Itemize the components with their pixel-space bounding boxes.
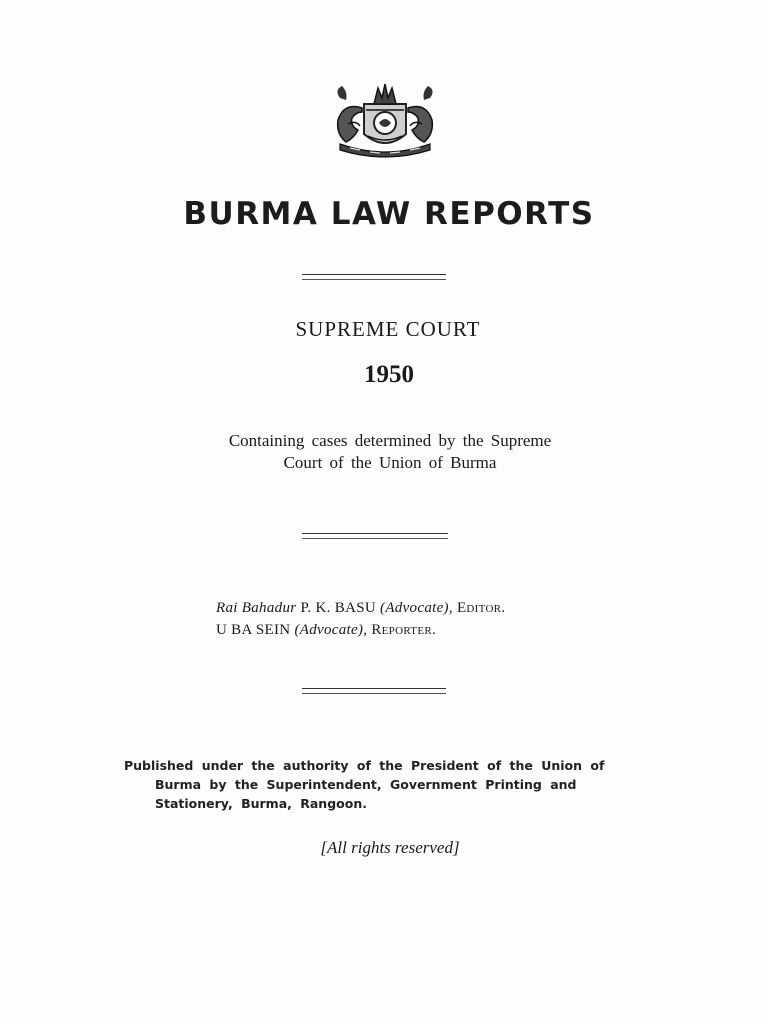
court-name: SUPREME COURT [295,317,481,341]
editor-prefix: Rai Bahadur [216,600,297,616]
report-year: 1950 [364,361,414,388]
publisher-line-2: Burma by the Superintendent, Government Printing and [155,777,577,792]
editor-line [216,597,505,619]
description [0,430,768,474]
rights-notice: [All rights reserved] [320,838,460,857]
description-line-2: Court of the Union of Burma [283,453,497,472]
double-rule-divider [302,274,446,280]
editor-qualification: (Advocate), [380,600,453,616]
description-line-1: Containing cases determined by the Supreme [228,431,552,450]
reporter-line [216,619,505,641]
reporter-name: U BA SEIN [216,622,291,638]
credits [216,597,505,641]
report-title: BURMA LAW REPORTS [183,196,595,232]
reporter-role: Reporter. [371,622,437,638]
editor-name: P. K. BASU [300,600,376,616]
double-rule-divider [302,688,446,694]
burma-state-emblem-icon [326,78,444,158]
double-rule-divider [302,533,448,539]
publisher-statement [124,756,634,813]
publisher-line-1: Published under the authority of the President of the Union of [124,758,605,773]
reporter-qualification: (Advocate), [294,622,368,638]
editor-role: Editor. [456,600,506,616]
publisher-line-3: Stationery, Burma, Rangoon. [155,796,367,811]
